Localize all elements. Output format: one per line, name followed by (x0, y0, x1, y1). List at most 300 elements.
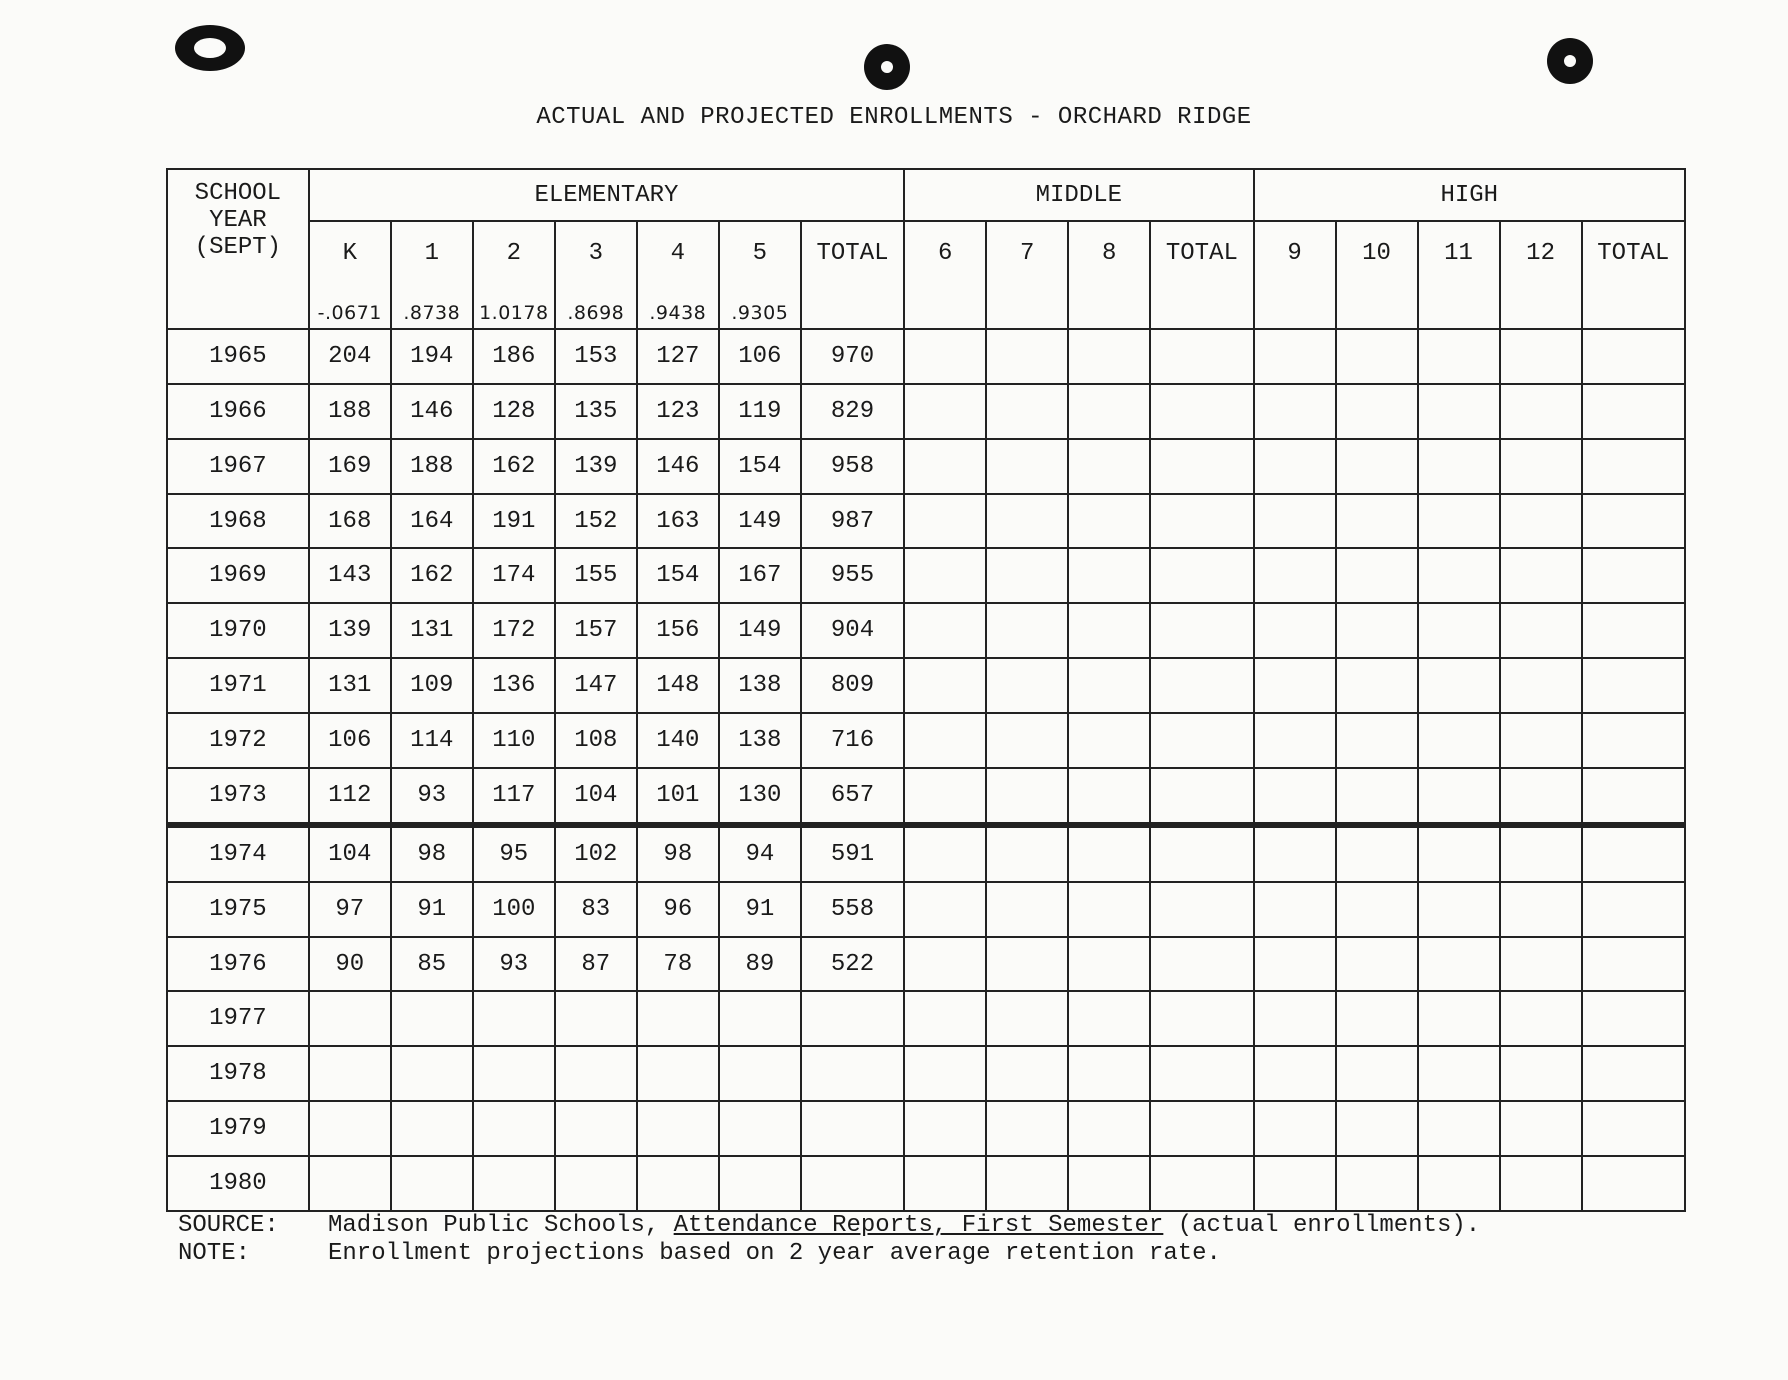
table-row (167, 384, 1685, 439)
enrollment-cell: 164 (391, 494, 473, 549)
enrollment-cell (1418, 825, 1500, 882)
enrollment-cell (904, 439, 986, 494)
grade-header (1254, 221, 1336, 329)
enrollment-cell: 156 (637, 603, 719, 658)
enrollment-cell (1254, 548, 1336, 603)
enrollment-cell: 558 (801, 882, 904, 937)
source-report-title: Attendance Reports, First Semester (673, 1212, 1164, 1239)
enrollment-cell (1068, 658, 1150, 713)
retention-rate: .8738 (403, 302, 461, 324)
grade-label: 2 (506, 240, 521, 267)
enrollment-cell: 154 (719, 439, 801, 494)
enrollment-cell (1254, 494, 1336, 549)
enrollment-cell: 148 (637, 658, 719, 713)
enrollment-cell (904, 991, 986, 1046)
enrollment-cell (1336, 603, 1418, 658)
enrollment-cell (1582, 439, 1685, 494)
enrollment-cell (986, 1156, 1068, 1211)
enrollment-cell (1500, 1046, 1582, 1101)
enrollment-cell: 106 (719, 329, 801, 384)
enrollment-cell (986, 658, 1068, 713)
table-row (167, 494, 1685, 549)
enrollment-cell (1336, 937, 1418, 992)
table-row (167, 329, 1685, 384)
enrollment-cell (1150, 882, 1253, 937)
table-row (167, 548, 1685, 603)
enrollment-cell: 110 (473, 713, 555, 768)
enrollment-cell (309, 1101, 391, 1156)
enrollment-cell (986, 384, 1068, 439)
year-cell: 1976 (167, 937, 309, 992)
enrollment-cell: 98 (391, 825, 473, 882)
enrollment-cell (986, 882, 1068, 937)
enrollment-cell: 97 (309, 882, 391, 937)
enrollment-cell (1254, 1046, 1336, 1101)
enrollment-cell (1336, 658, 1418, 713)
enrollment-cell: 104 (309, 825, 391, 882)
grade-header (986, 221, 1068, 329)
enrollment-cell: 96 (637, 882, 719, 937)
enrollment-cell (1336, 768, 1418, 825)
enrollment-cell (1068, 439, 1150, 494)
source-text-part: (actual enrollments). (1163, 1212, 1481, 1239)
enrollment-cell (1336, 494, 1418, 549)
enrollment-cell (1150, 1046, 1253, 1101)
enrollment-cell (1418, 937, 1500, 992)
enrollment-cell (986, 329, 1068, 384)
enrollment-cell (1582, 494, 1685, 549)
year-cell: 1971 (167, 658, 309, 713)
retention-rate: .9438 (649, 302, 707, 324)
enrollment-cell: 591 (801, 825, 904, 882)
enrollment-cell (904, 329, 986, 384)
enrollment-cell: 108 (555, 713, 637, 768)
enrollment-cell (904, 658, 986, 713)
enrollment-cell (1150, 937, 1253, 992)
note-label: NOTE: (178, 1240, 251, 1267)
enrollment-cell (1500, 825, 1582, 882)
grade-label: TOTAL (1165, 240, 1238, 267)
enrollment-cell (1150, 991, 1253, 1046)
year-cell: 1974 (167, 825, 309, 882)
grade-label: TOTAL (1597, 240, 1670, 267)
enrollment-cell (1068, 603, 1150, 658)
enrollment-cell: 904 (801, 603, 904, 658)
grade-label: 6 (937, 240, 953, 267)
enrollment-cell: 188 (309, 384, 391, 439)
enrollment-cell (1068, 1156, 1150, 1211)
enrollment-cell (904, 1101, 986, 1156)
enrollment-cell (801, 1046, 904, 1101)
table-row (167, 713, 1685, 768)
enrollment-cell: 146 (391, 384, 473, 439)
enrollment-cell (1336, 713, 1418, 768)
grade-header (391, 221, 473, 329)
year-cell: 1980 (167, 1156, 309, 1211)
enrollment-cell: 143 (309, 548, 391, 603)
enrollment-cell: 186 (473, 329, 555, 384)
table-row (167, 937, 1685, 992)
source-note (178, 1212, 1480, 1240)
enrollment-cell: 135 (555, 384, 637, 439)
enrollment-cell: 140 (637, 713, 719, 768)
enrollment-cell (1068, 882, 1150, 937)
enrollment-cell (555, 991, 637, 1046)
enrollment-cell (1500, 1156, 1582, 1211)
enrollment-cell: 91 (391, 882, 473, 937)
grade-label: 5 (752, 240, 768, 267)
grade-header (904, 221, 986, 329)
enrollment-cell (1254, 825, 1336, 882)
enrollment-cell (555, 1156, 637, 1211)
enrollment-cell (1418, 603, 1500, 658)
enrollment-cell (1150, 1156, 1253, 1211)
enrollment-cell (637, 1046, 719, 1101)
enrollment-cell (1254, 768, 1336, 825)
enrollment-cell (1500, 937, 1582, 992)
enrollment-cell: 163 (637, 494, 719, 549)
enrollment-cell (555, 1046, 637, 1101)
enrollment-cell: 987 (801, 494, 904, 549)
enrollment-cell (555, 1101, 637, 1156)
enrollment-cell: 139 (555, 439, 637, 494)
enrollment-cell (904, 384, 986, 439)
year-cell: 1973 (167, 768, 309, 825)
enrollment-cell: 153 (555, 329, 637, 384)
group-header-elementary: ELEMENTARY (309, 169, 904, 221)
enrollment-cell: 174 (473, 548, 555, 603)
enrollment-cell (1254, 937, 1336, 992)
enrollment-cell (1500, 658, 1582, 713)
enrollment-cell (1336, 991, 1418, 1046)
enrollment-cell (1336, 1156, 1418, 1211)
source-label: SOURCE: (178, 1212, 279, 1239)
enrollment-cell (1068, 991, 1150, 1046)
enrollment-cell: 123 (637, 384, 719, 439)
enrollment-cell (309, 1156, 391, 1211)
grade-label: 11 (1444, 240, 1473, 267)
enrollment-cell: 149 (719, 603, 801, 658)
enrollment-cell (1582, 329, 1685, 384)
enrollment-cell (1582, 825, 1685, 882)
enrollment-cell (1150, 494, 1253, 549)
enrollment-cell: 117 (473, 768, 555, 825)
corner-line: SCHOOL (194, 180, 282, 207)
enrollment-cell: 169 (309, 439, 391, 494)
enrollment-cell (1150, 713, 1253, 768)
enrollment-cell (719, 991, 801, 1046)
enrollment-cell (986, 825, 1068, 882)
enrollment-cell: 119 (719, 384, 801, 439)
enrollment-cell: 154 (637, 548, 719, 603)
enrollment-cell: 522 (801, 937, 904, 992)
enrollment-cell (1336, 1101, 1418, 1156)
enrollment-cell (1582, 1101, 1685, 1156)
document-title: ACTUAL AND PROJECTED ENROLLMENTS - ORCHARD RIDGE (536, 104, 1252, 131)
enrollment-cell: 112 (309, 768, 391, 825)
enrollment-cell (1150, 768, 1253, 825)
enrollment-cell (1582, 548, 1685, 603)
enrollment-cell (1068, 1046, 1150, 1101)
enrollment-cell (986, 713, 1068, 768)
school-year-header (167, 169, 309, 329)
enrollment-cell (1068, 825, 1150, 882)
enrollment-cell: 128 (473, 384, 555, 439)
enrollment-cell (719, 1101, 801, 1156)
grade-label: 10 (1362, 240, 1391, 267)
enrollment-cell (904, 882, 986, 937)
table-row (167, 1101, 1685, 1156)
enrollment-cell: 131 (309, 658, 391, 713)
enrollment-cell (1418, 329, 1500, 384)
enrollment-cell: 168 (309, 494, 391, 549)
enrollment-cell: 172 (473, 603, 555, 658)
table-row (167, 882, 1685, 937)
enrollment-cell (473, 1101, 555, 1156)
year-cell: 1972 (167, 713, 309, 768)
year-cell: 1969 (167, 548, 309, 603)
enrollment-cell: 955 (801, 548, 904, 603)
year-cell: 1965 (167, 329, 309, 384)
year-cell: 1970 (167, 603, 309, 658)
table-row (167, 439, 1685, 494)
enrollment-cell (1150, 548, 1253, 603)
table-row (167, 603, 1685, 658)
enrollment-cell (1336, 439, 1418, 494)
enrollment-cell (1418, 658, 1500, 713)
enrollment-cell (1582, 1046, 1685, 1101)
enrollment-cell (1254, 658, 1336, 713)
enrollment-cell (1418, 1101, 1500, 1156)
enrollment-cell (1254, 1156, 1336, 1211)
enrollment-cell: 188 (391, 439, 473, 494)
table-row (167, 1046, 1685, 1101)
enrollment-cell: 149 (719, 494, 801, 549)
enrollment-cell: 104 (555, 768, 637, 825)
enrollment-cell: 191 (473, 494, 555, 549)
enrollment-cell (1254, 713, 1336, 768)
grade-header (719, 221, 801, 329)
enrollment-cell: 152 (555, 494, 637, 549)
enrollment-cell (1150, 329, 1253, 384)
enrollment-cell (637, 1101, 719, 1156)
enrollment-cell (904, 494, 986, 549)
retention-rate: 1.0178 (479, 302, 549, 324)
retention-rate: .8698 (567, 302, 625, 324)
enrollment-cell: 138 (719, 713, 801, 768)
enrollment-cell (1500, 548, 1582, 603)
enrollment-cell (904, 825, 986, 882)
enrollment-cell (904, 937, 986, 992)
enrollment-cell (1254, 882, 1336, 937)
enrollment-cell (1254, 329, 1336, 384)
enrollment-cell (1418, 1046, 1500, 1101)
enrollment-cell (1068, 1101, 1150, 1156)
grade-header (637, 221, 719, 329)
enrollment-cell (1150, 384, 1253, 439)
enrollment-cell (719, 1156, 801, 1211)
enrollment-cell (986, 548, 1068, 603)
enrollment-cell (986, 768, 1068, 825)
enrollment-cell (1336, 329, 1418, 384)
grade-label: 4 (670, 240, 686, 267)
grade-header (1068, 221, 1150, 329)
enrollment-cell: 89 (719, 937, 801, 992)
enrollment-cell (986, 1101, 1068, 1156)
enrollment-cell: 147 (555, 658, 637, 713)
enrollment-cell (904, 713, 986, 768)
enrollment-cell (1582, 1156, 1685, 1211)
year-cell: 1978 (167, 1046, 309, 1101)
enrollment-cell: 101 (637, 768, 719, 825)
year-cell: 1967 (167, 439, 309, 494)
enrollment-cell: 93 (473, 937, 555, 992)
enrollment-cell: 138 (719, 658, 801, 713)
punch-hole-right (1547, 38, 1593, 84)
enrollment-cell: 102 (555, 825, 637, 882)
year-cell: 1966 (167, 384, 309, 439)
table-row (167, 658, 1685, 713)
year-cell: 1968 (167, 494, 309, 549)
grade-header (801, 221, 904, 329)
enrollment-cell (1254, 603, 1336, 658)
enrollment-cell (904, 603, 986, 658)
enrollment-cell (1500, 384, 1582, 439)
footnotes (178, 1212, 1480, 1268)
enrollment-cell: 106 (309, 713, 391, 768)
grade-label: 3 (588, 240, 604, 267)
group-header-high: HIGH (1254, 169, 1685, 221)
enrollment-cell (637, 1156, 719, 1211)
enrollment-table (166, 168, 1686, 1212)
enrollment-cell (391, 1156, 473, 1211)
enrollment-cell (391, 1046, 473, 1101)
enrollment-cell (904, 1046, 986, 1101)
enrollment-cell (986, 937, 1068, 992)
grade-header (1150, 221, 1253, 329)
enrollment-cell: 87 (555, 937, 637, 992)
enrollment-cell: 85 (391, 937, 473, 992)
enrollment-cell: 155 (555, 548, 637, 603)
enrollment-cell: 716 (801, 713, 904, 768)
enrollment-cell (1582, 768, 1685, 825)
enrollment-cell: 83 (555, 882, 637, 937)
grade-label: 9 (1287, 240, 1302, 267)
enrollment-cell: 829 (801, 384, 904, 439)
enrollment-cell (1254, 439, 1336, 494)
table-row (167, 825, 1685, 882)
enrollment-cell (1418, 991, 1500, 1046)
enrollment-cell: 98 (637, 825, 719, 882)
enrollment-cell (1068, 384, 1150, 439)
retention-rate: -.0671 (317, 302, 382, 324)
table-row (167, 768, 1685, 825)
enrollment-cell: 93 (391, 768, 473, 825)
enrollment-cell (1068, 494, 1150, 549)
enrollment-cell (1418, 494, 1500, 549)
enrollment-cell (1500, 329, 1582, 384)
enrollment-cell: 130 (719, 768, 801, 825)
enrollment-cell (1150, 825, 1253, 882)
punch-hole-left (175, 25, 245, 71)
enrollment-cell: 95 (473, 825, 555, 882)
enrollment-cell (473, 991, 555, 1046)
enrollment-cell (1068, 937, 1150, 992)
enrollment-cell (1336, 384, 1418, 439)
source-text-part: Madison Public Schools, (328, 1212, 674, 1239)
retention-rate: .9305 (731, 302, 789, 324)
enrollment-cell (637, 991, 719, 1046)
enrollment-cell (473, 1156, 555, 1211)
enrollment-cell: 167 (719, 548, 801, 603)
enrollment-cell: 139 (309, 603, 391, 658)
table-body (167, 329, 1685, 1211)
enrollment-cell (1150, 603, 1253, 658)
enrollment-cell (719, 1046, 801, 1101)
grade-header-row (167, 221, 1685, 329)
enrollment-cell (1582, 603, 1685, 658)
enrollment-cell (904, 548, 986, 603)
enrollment-cell: 194 (391, 329, 473, 384)
enrollment-cell (1254, 991, 1336, 1046)
enrollment-cell (1500, 494, 1582, 549)
enrollment-cell: 809 (801, 658, 904, 713)
enrollment-cell (1418, 882, 1500, 937)
enrollment-cell (1068, 713, 1150, 768)
enrollment-cell (1582, 882, 1685, 937)
grade-header (309, 221, 391, 329)
enrollment-cell (904, 1156, 986, 1211)
enrollment-cell (1500, 768, 1582, 825)
enrollment-cell (1336, 825, 1418, 882)
enrollment-cell: 162 (391, 548, 473, 603)
source-text (328, 1212, 1480, 1240)
enrollment-cell (904, 768, 986, 825)
enrollment-cell (1068, 548, 1150, 603)
year-cell: 1977 (167, 991, 309, 1046)
enrollment-cell: 958 (801, 439, 904, 494)
grade-header (1336, 221, 1418, 329)
enrollment-cell (1500, 1101, 1582, 1156)
enrollment-cell (1068, 329, 1150, 384)
enrollment-cell (1582, 937, 1685, 992)
grade-header (1418, 221, 1500, 329)
enrollment-cell: 131 (391, 603, 473, 658)
enrollment-cell: 90 (309, 937, 391, 992)
enrollment-cell: 136 (473, 658, 555, 713)
enrollment-cell: 109 (391, 658, 473, 713)
grade-label: 8 (1101, 240, 1117, 267)
group-header-middle: MIDDLE (904, 169, 1253, 221)
enrollment-cell: 204 (309, 329, 391, 384)
grade-header (1500, 221, 1582, 329)
year-cell: 1975 (167, 882, 309, 937)
enrollment-cell (1500, 439, 1582, 494)
enrollment-cell (986, 439, 1068, 494)
enrollment-cell (986, 991, 1068, 1046)
enrollment-cell (1418, 548, 1500, 603)
punch-hole-middle (864, 44, 910, 90)
enrollment-cell (1254, 384, 1336, 439)
enrollment-cell (1150, 658, 1253, 713)
projection-note (178, 1240, 1480, 1268)
enrollment-cell (1582, 658, 1685, 713)
enrollment-cell (473, 1046, 555, 1101)
year-cell: 1979 (167, 1101, 309, 1156)
table-row (167, 1156, 1685, 1211)
enrollment-cell (1150, 439, 1253, 494)
enrollment-cell (1500, 991, 1582, 1046)
